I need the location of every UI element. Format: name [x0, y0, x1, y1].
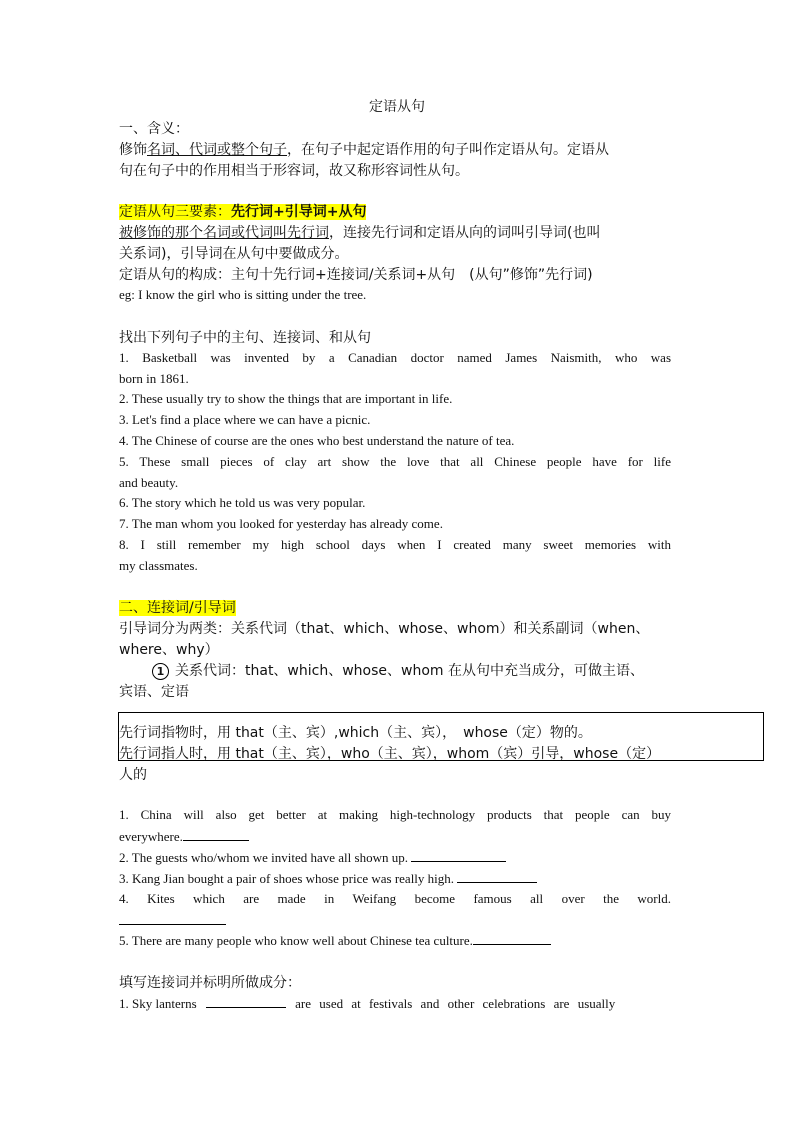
exercise3-item [119, 995, 615, 1012]
exercise3-heading: 填写连接词并标明所做成分： [119, 975, 301, 991]
highlight-text: 定语从句三要素： [119, 204, 231, 220]
three-elements-heading [119, 201, 366, 221]
section2-text: 关系代词：that、which、whose、whom 在从句中充当成分，可做主语、 [175, 663, 644, 679]
exercise1-item: 5. These small pieces of clay art show the love that all Chinese people have for life [119, 454, 671, 469]
exercise1-item: my classmates. [119, 558, 198, 573]
answer-blank[interactable] [473, 932, 551, 945]
definition-underlined: 名词、代词或整个句子 [147, 142, 287, 158]
exercise1-heading: 找出下列句子中的主句、连接词、和从句 [119, 330, 371, 346]
definition-line-2: 句在句子中的作用相当于形容词，故又称形容词性从句。 [119, 163, 469, 179]
exercise2-text: 2. The guests who/whom we invited have all shown up. [119, 850, 408, 865]
exercise1-item: 7. The man whom you looked for yesterday has already come. [119, 516, 443, 531]
highlight-text: 二、连接词/引导词 [119, 600, 236, 616]
exercise2-item [119, 849, 506, 866]
answer-blank[interactable] [411, 849, 506, 862]
exercise2-text: 3. Kang Jian bought a pair of shoes whose price was really high. [119, 871, 455, 886]
exercise1-item: 1. Basketball was invented by a Canadian doctor named James Naismith, who was [119, 350, 671, 365]
elements-text: ，连接先行词和定语从向的词叫引导词(也叫 [329, 225, 601, 241]
exercise2-item: 1. China will also get better at making high-technology products that people can buy [119, 807, 671, 822]
exercise2-item: 4. Kites which are made in Weifang become famous all over the world. [119, 891, 671, 906]
rule-box-line-3: 人的 [119, 767, 147, 783]
exercise2-item [119, 828, 249, 845]
exercise3-text: are used at festivals and other celebrations are usually [295, 996, 616, 1011]
highlight-bold-text: 先行词+引导词+从句 [231, 204, 367, 220]
answer-blank[interactable] [119, 912, 226, 925]
exercise1-item: 2. These usually try to show the things that are important in life. [119, 391, 453, 406]
exercise1-item: and beauty. [119, 475, 179, 490]
exercise3-text: 1. Sky lanterns [119, 996, 197, 1011]
section2-line-3 [152, 660, 644, 680]
elements-line-2: 关系词)，引导词在从句中要做成分。 [119, 246, 349, 262]
exercise2-item [119, 870, 537, 887]
section2-line-4: 宾语、定语 [119, 684, 189, 700]
elements-line-1 [119, 222, 600, 242]
answer-blank[interactable] [457, 870, 537, 883]
section2-heading [119, 597, 236, 617]
rule-box-line-1: 先行词指物时，用 that（主、宾）,which（主、宾）， whose（定）物的。 [119, 725, 592, 741]
exercise2-item [119, 932, 551, 949]
exercise1-item: 6. The story which he told us was very popular. [119, 495, 366, 510]
elements-line-3: 定语从句的构成：主句十先行词+连接词/关系词+从句 (从句”修饰”先行词) [119, 267, 593, 283]
answer-blank[interactable] [183, 828, 249, 841]
definition-text: ，在句子中起定语作用的句子叫作定语从句。定语从 [287, 142, 609, 158]
underlined-text: 被修饰的那个名词或代词叫先行词 [119, 225, 329, 241]
rule-box-line-2: 先行词指人时，用 that（主、宾），who（主、宾），whom（宾）引导，whose（定） [119, 746, 661, 762]
section1-heading: 一、含义： [119, 121, 189, 137]
exercise2-text: 5. There are many people who know well about Chinese tea culture. [119, 933, 473, 948]
definition-text: 修饰 [119, 142, 147, 158]
exercise1-item: 3. Let's find a place where we can have a picnic. [119, 412, 371, 427]
example-sentence: eg: I know the girl who is sitting under the tree. [119, 287, 367, 302]
section2-line-1: 引导词分为两类：关系代词（that、which、whose、whom）和关系副词（when、 [119, 621, 650, 637]
circled-number-icon: 1 [152, 663, 169, 680]
exercise2-text: everywhere. [119, 829, 183, 844]
section2-line-2: where、why） [119, 642, 219, 658]
definition-line-1 [119, 139, 609, 159]
exercise2-item [119, 912, 226, 929]
answer-blank[interactable] [206, 995, 286, 1008]
exercise1-item: 8. I still remember my high school days when I created many sweet memories with [119, 537, 671, 552]
page-title: 定语从句 [369, 99, 425, 115]
exercise1-item: 4. The Chinese of course are the ones who best understand the nature of tea. [119, 433, 515, 448]
exercise1-item: born in 1861. [119, 371, 189, 386]
